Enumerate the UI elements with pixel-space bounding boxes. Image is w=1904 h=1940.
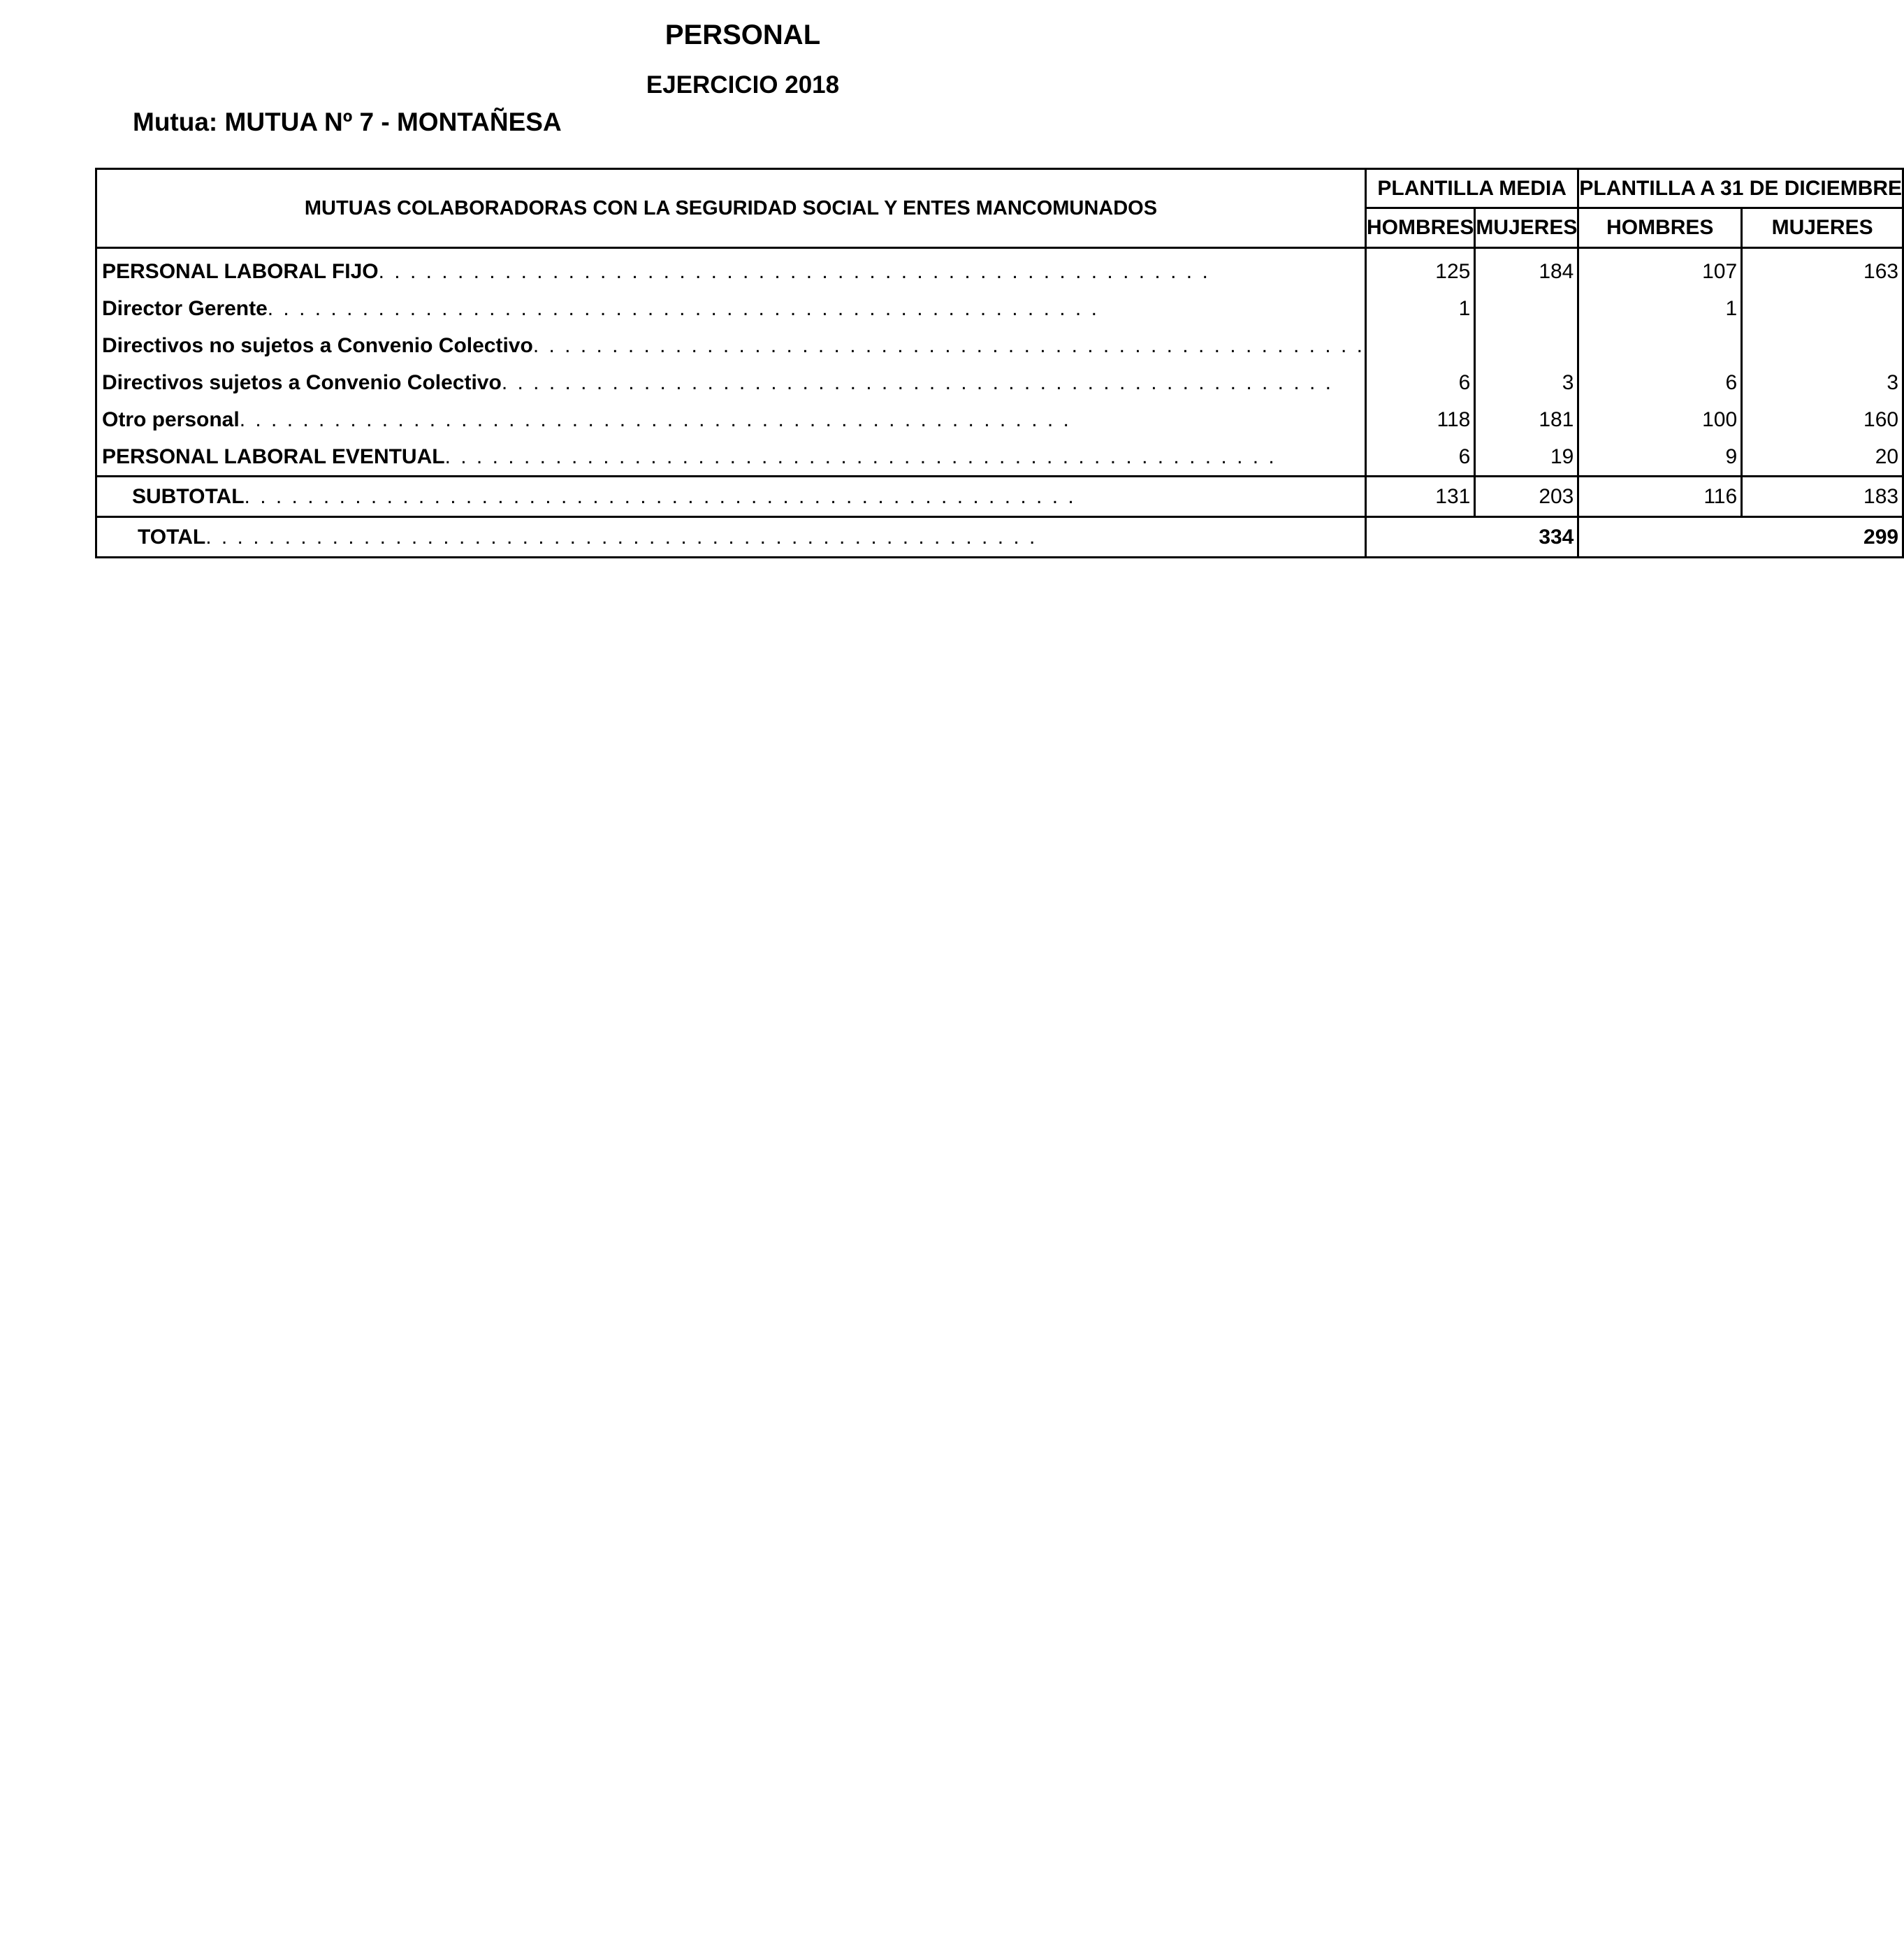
total-row	[96, 517, 1903, 558]
total-dic: 299	[1578, 517, 1903, 558]
row-label: Otro personal. . . . . . . . . . . . . . . . . . . . . . . . . . . . . . . . . . . . . . . . . . . . . . . . . . . . .	[96, 401, 1366, 438]
cell-dic-mujeres	[1742, 327, 1903, 364]
cell-dic-mujeres: 160	[1742, 401, 1903, 438]
cell-media-hombres: 6	[1365, 438, 1474, 477]
table-row	[96, 438, 1903, 477]
row-label: Directivos sujetos a Convenio Colectivo. . . . . . . . . . . . . . . . . . . . . . . . . . . . . . . . . . . . . . . . . . . . . . . . . . . . .	[96, 364, 1366, 401]
header-plantilla-diciembre: PLANTILLA A 31 DE DICIEMBRE	[1578, 169, 1903, 208]
header-dic-mujeres: MUJERES	[1742, 208, 1903, 248]
cell-dic-hombres: 1	[1578, 290, 1742, 327]
total-media: 334	[1365, 517, 1578, 558]
table-row	[96, 401, 1903, 438]
header-media-mujeres: MUJERES	[1475, 208, 1578, 248]
row-label: Director Gerente. . . . . . . . . . . . . . . . . . . . . . . . . . . . . . . . . . . . . . . . . . . . . . . . . . . . .	[96, 290, 1366, 327]
row-label: Directivos no sujetos a Convenio Colectivo. . . . . . . . . . . . . . . . . . . . . . . . . . . . . . . . . . . . . . . . . . . . . . . . . . . . .	[96, 327, 1366, 364]
cell-media-mujeres: 19	[1475, 438, 1578, 477]
total-label: TOTAL. . . . . . . . . . . . . . . . . . . . . . . . . . . . . . . . . . . . . . . . . . . . . . . . . . . . .	[96, 517, 1366, 558]
subtotal-media-mujeres: 203	[1475, 477, 1578, 517]
table-row	[96, 364, 1903, 401]
cell-dic-hombres: 100	[1578, 401, 1742, 438]
row-label: PERSONAL LABORAL EVENTUAL. . . . . . . . . . . . . . . . . . . . . . . . . . . . . . . . . . . . . . . . . . . . . . . . . . . . .	[96, 438, 1366, 477]
cell-media-mujeres: 3	[1475, 364, 1578, 401]
header-media-hombres: HOMBRES	[1365, 208, 1474, 248]
cell-media-hombres	[1365, 327, 1474, 364]
page-subtitle: EJERCICIO 2018	[646, 71, 840, 99]
cell-media-hombres: 118	[1365, 401, 1474, 438]
cell-dic-mujeres: 20	[1742, 438, 1903, 477]
cell-media-mujeres	[1475, 327, 1578, 364]
cell-dic-hombres	[1578, 327, 1742, 364]
row-label: PERSONAL LABORAL FIJO. . . . . . . . . . . . . . . . . . . . . . . . . . . . . . . . . . . . . . . . . . . . . . . . . . . . .	[96, 248, 1366, 291]
header-dic-hombres: HOMBRES	[1578, 208, 1742, 248]
subtotal-dic-hombres: 116	[1578, 477, 1742, 517]
cell-media-mujeres: 184	[1475, 248, 1578, 291]
subtotal-dic-mujeres: 183	[1742, 477, 1903, 517]
cell-media-hombres: 125	[1365, 248, 1474, 291]
table-header-main: MUTUAS COLABORADORAS CON LA SEGURIDAD SOCIAL Y ENTES MANCOMUNADOS	[96, 169, 1366, 248]
table-row	[96, 327, 1903, 364]
table-row	[96, 248, 1903, 291]
cell-dic-hombres: 9	[1578, 438, 1742, 477]
cell-dic-mujeres: 3	[1742, 364, 1903, 401]
cell-dic-hombres: 107	[1578, 248, 1742, 291]
subtotal-label: SUBTOTAL. . . . . . . . . . . . . . . . . . . . . . . . . . . . . . . . . . . . . . . . . . . . . . . . . . . . .	[96, 477, 1366, 517]
mutua-name: Mutua: MUTUA Nº 7 - MONTAÑESA	[133, 108, 562, 136]
cell-dic-mujeres	[1742, 290, 1903, 327]
cell-media-mujeres: 181	[1475, 401, 1578, 438]
cell-media-mujeres	[1475, 290, 1578, 327]
personal-table	[95, 168, 1904, 558]
cell-media-hombres: 1	[1365, 290, 1474, 327]
cell-media-hombres: 6	[1365, 364, 1474, 401]
cell-dic-hombres: 6	[1578, 364, 1742, 401]
page-title: PERSONAL	[664, 20, 821, 50]
subtotal-media-hombres: 131	[1365, 477, 1474, 517]
subtotal-row	[96, 477, 1903, 517]
header-plantilla-media: PLANTILLA MEDIA	[1365, 169, 1578, 208]
cell-dic-mujeres: 163	[1742, 248, 1903, 291]
table-row	[96, 290, 1903, 327]
